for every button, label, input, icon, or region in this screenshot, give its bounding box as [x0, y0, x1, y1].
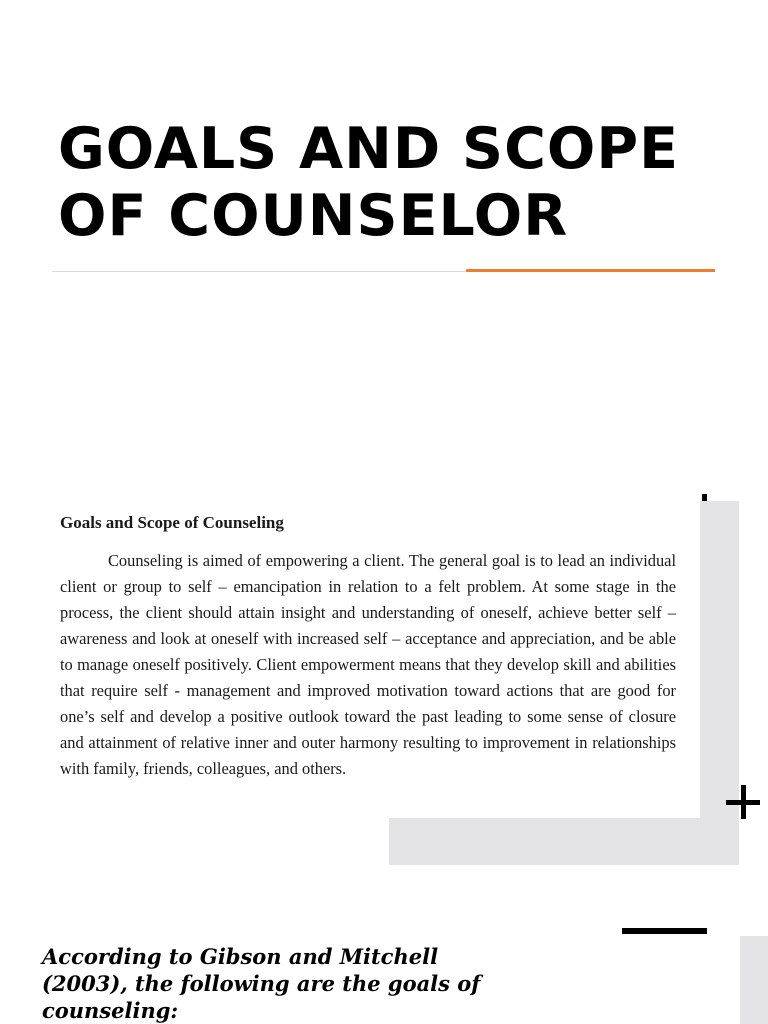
excerpt-image	[40, 470, 700, 818]
intro-line-3: counseling:	[42, 998, 179, 1023]
slide-title	[58, 116, 738, 250]
intro-line-2: (2003), the following are the goals of	[42, 971, 481, 996]
intro-line-1: According to Gibson and Mitchell	[42, 944, 439, 969]
decorative-side-strip	[740, 936, 768, 1024]
slide-title-line-2: OF COUNSELOR	[58, 183, 569, 249]
title-accent-bar	[466, 269, 715, 272]
excerpt-heading: Goals and Scope of Counseling	[60, 513, 284, 532]
minus-icon	[622, 928, 707, 934]
decorative-tick-mark	[702, 494, 707, 501]
slide-title-line-1: GOALS AND SCOPE	[58, 116, 680, 182]
plus-icon	[726, 785, 760, 819]
intro-text	[42, 943, 602, 1024]
excerpt-paragraph: Counseling is aimed of empowering a client. The general goal is to lead an individual client or group to self – emancipation in relation to a felt problem. At some stage in the process, the client should attain insight and understanding of oneself, achieve better self – awareness and look at oneself with increased self – acceptance and appreciation, and be able to manage oneself positively. Client empowerment means that they develop skill and abilities that require self - management and improved motivation toward actions that are good for one’s self and develop a positive outlook toward the past leading to some sense of closure and attainment of relative inner and outer harmony resulting to improvement in relationships with family, friends, colleagues, and others.	[60, 551, 676, 778]
